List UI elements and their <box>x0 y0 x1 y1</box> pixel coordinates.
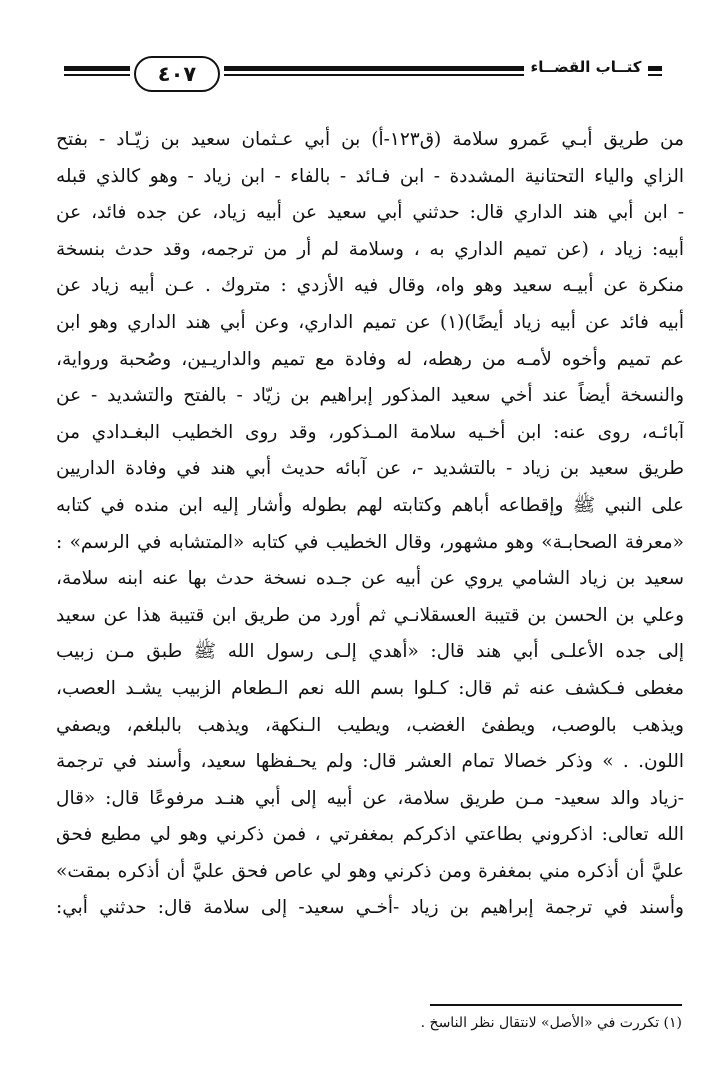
text-line: أبيه فائد عن أبيه زياد أيضًا)(١) عن تميم الداري، وعن أبي هند الداري وهو ابن <box>56 311 684 333</box>
page-number: ٤٠٧ <box>134 56 220 92</box>
text-line: آبائـه، روى عنه: ابن أخـيه سلامة المـذكور، وقد روى الخطيب البغـدادي من <box>56 421 684 443</box>
text-line: طريق سعيد بن زياد - بالتشديد -، عن آبائه حديث أبي هند في وفادة الداريين <box>56 458 684 480</box>
text-line: عليَّ أن أذكره مني بمغفرة ومن ذكرني وهو لي عاص فحق عليَّ أن أذكره بمقت» <box>56 860 684 882</box>
text-line: منكرة عن أبيـه سعيد وهو واه، وقال فيه الأزدي : متروك . عـن أبيه زياد عن <box>56 275 684 297</box>
text-line: الزاي والياء التحتانية المشددة - ابن فـائد - بالفاء - ابن زياد - وهو كالذي قبله <box>56 165 684 187</box>
header-rule-thin <box>648 74 662 76</box>
text-line: -زياد والد سعيد- مـن طريق سلامة، عن أبيه إلى أبي هنـد مرفوعًا قال: «قال <box>56 787 684 809</box>
header-rule-thick <box>224 66 524 71</box>
header-rule-thin <box>224 74 524 76</box>
footnote: (١) تكررت في «الأصل» لانتقال نظر الناسخ . <box>420 1015 682 1031</box>
text-line: على النبي ﷺ وإقطاعه أباهم وكتابته لهم بطوله وأشار إليه ابن منده في كتابه <box>56 494 684 516</box>
header-rule-middle <box>224 66 524 76</box>
header-rule-thick <box>648 66 662 71</box>
text-line: والنسخة أيضاً عند أخي سعيد المذكور إبراهيم بن زيّاد - بالفتح والتشديد - عن <box>56 385 684 407</box>
text-line: الله تعالى: اذكروني بطاعتي اذكركم بمغفرتي ، فمن ذكرني وهو لي مطيع فحق <box>56 824 684 846</box>
text-line: من طريق أبـي عَمرو سلامة (ق١٢٣-أ) بن أبي عـثمان سعيد بن زيّـاد - بفتح <box>56 129 684 150</box>
running-title: كتــاب القضــاء <box>530 58 642 76</box>
text-line: إلى جده الأعلـى أبي هند قال: «أهدي إلـى رسول الله ﷺ طبق مـن زبيب <box>56 641 684 663</box>
text-line: سعيد بن زياد الشامي يروي عن أبيه عن جـده نسخة حدث بها عنه ابنه سلامة، <box>56 568 684 590</box>
page-header <box>64 56 664 106</box>
header-rule-thin <box>64 74 130 76</box>
footnote-divider <box>430 1004 682 1006</box>
text-line: وعلي بن الحسن بن قتيبة العسقلانـي ثم أورد من طريق ابن قتيبة هذا عن سعيد <box>56 604 684 626</box>
text-line: عم تميم وأخوه لأمـه من رهطه، له وفادة مع تميم والداريـين، وصُحبة ورواية، <box>56 348 684 370</box>
text-line: - ابن أبي هند الداري قال: حدثني أبي سعيد عن أبيه زياد، عن جده فائد، عن <box>56 202 684 224</box>
text-line: وأسند في ترجمة إبراهيم بن زياد -أخـي سعيد- إلى سلامة قال: حدثني أبي: <box>56 897 684 919</box>
text-line: اللون. . » وذكر خصالا تمام العشر قال: ولم يحـفظها سعيد، وأسند في ترجمة <box>56 751 684 773</box>
text-line: مغطى فـكشف عنه ثم قال: كـلوا بسم الله نعم الـطعام الزبيب يشـد العصب، <box>56 677 684 699</box>
header-rule-right <box>648 66 662 76</box>
header-rule-left <box>64 66 130 76</box>
header-rule-thick <box>64 66 130 71</box>
text-line: ويذهب بالوصب، ويطفئ الغضب، ويطيب الـنكهة، ويذهب بالبلغم، ويصفي <box>56 714 684 736</box>
body-text <box>56 122 684 927</box>
text-line: أبيه: زياد ، (عن تميم الداري به ، وسلامة لم أر من ترجمه، وقد حدث بنسخة <box>56 238 684 260</box>
text-line: «معرفة الصحابـة» وهو مشهور، وقال الخطيب في كتابه «المتشابه في الرسم» : <box>56 531 684 553</box>
